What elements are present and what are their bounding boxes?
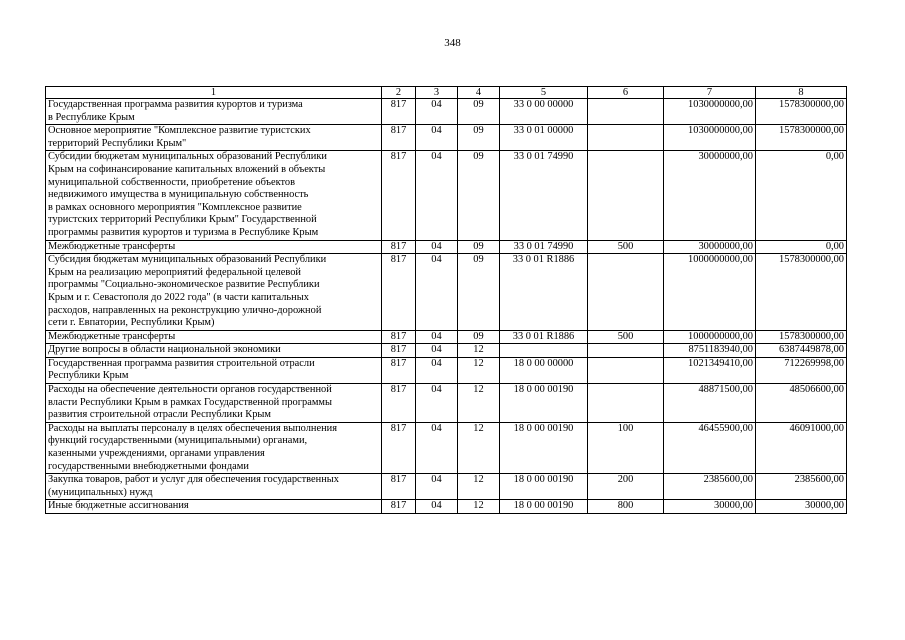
target-article-cell: 33 0 01 R1886 <box>500 254 588 331</box>
amount-year1-cell: 1030000000,00 <box>664 99 756 125</box>
amount-year2-cell: 1578300000,00 <box>756 99 847 125</box>
row-name-line: недвижимого имущества в муниципальную собственность <box>48 189 309 201</box>
admin-code-cell: 817 <box>382 474 416 500</box>
section-code-cell: 04 <box>416 254 458 331</box>
row-name-line: Расходы на выплаты персоналу в целях обеспечения выполнения <box>48 422 337 434</box>
expense-type-cell <box>588 254 664 331</box>
target-article-cell: 33 0 01 00000 <box>500 125 588 151</box>
row-name-line: в рамках основного мероприятия "Комплексное развитие <box>48 201 302 213</box>
amount-year1-cell: 1000000000,00 <box>664 254 756 331</box>
amount-year2-cell: 46091000,00 <box>756 422 847 473</box>
section-code-cell: 04 <box>416 357 458 383</box>
amount-year1-cell: 46455900,00 <box>664 422 756 473</box>
subsection-code-cell: 12 <box>458 384 500 423</box>
amount-year2-cell: 48506600,00 <box>756 384 847 423</box>
expense-type-cell <box>588 344 664 358</box>
expense-type-cell: 200 <box>588 474 664 500</box>
row-name-line: Субсидии бюджетам муниципальных образований Республики <box>48 151 327 163</box>
expense-type-cell: 500 <box>588 240 664 254</box>
column-header: 7 <box>664 87 756 99</box>
admin-code-cell: 817 <box>382 125 416 151</box>
admin-code-cell: 817 <box>382 500 416 514</box>
admin-code-cell: 817 <box>382 357 416 383</box>
column-header: 3 <box>416 87 458 99</box>
amount-year1-cell: 30000,00 <box>664 500 756 514</box>
row-name-line: сети г. Евпатории, Республики Крым) <box>48 317 215 329</box>
row-name-line: Крым и г. Севастополя до 2022 года" (в части капитальных <box>48 291 309 303</box>
row-name-cell <box>46 330 382 344</box>
admin-code-cell: 817 <box>382 330 416 344</box>
admin-code-cell: 817 <box>382 240 416 254</box>
amount-year1-cell: 1030000000,00 <box>664 125 756 151</box>
subsection-code-cell: 09 <box>458 99 500 125</box>
target-article-cell: 33 0 00 00000 <box>500 99 588 125</box>
amount-year2-cell: 1578300000,00 <box>756 330 847 344</box>
subsection-code-cell: 12 <box>458 357 500 383</box>
column-header: 8 <box>756 87 847 99</box>
admin-code-cell: 817 <box>382 384 416 423</box>
target-article-cell: 18 0 00 00000 <box>500 357 588 383</box>
row-name-line: (муниципальных) нужд <box>48 486 153 498</box>
subsection-code-cell: 12 <box>458 500 500 514</box>
row-name-cell <box>46 254 382 331</box>
subsection-code-cell: 09 <box>458 240 500 254</box>
section-code-cell: 04 <box>416 344 458 358</box>
target-article-cell: 33 0 01 74990 <box>500 151 588 240</box>
row-name-line: расходов, направленных на реконструкцию улично-дорожной <box>48 304 322 316</box>
expense-type-cell <box>588 99 664 125</box>
table-row <box>46 500 847 514</box>
expense-type-cell <box>588 384 664 423</box>
amount-year1-cell: 2385600,00 <box>664 474 756 500</box>
subsection-code-cell: 12 <box>458 422 500 473</box>
row-name-line: Государственная программа развития строительной отрасли <box>48 357 315 369</box>
row-name-line: Основное мероприятие "Комплексное развитие туристских <box>48 125 311 137</box>
table-row <box>46 99 847 125</box>
amount-year2-cell: 0,00 <box>756 240 847 254</box>
row-name-line: территорий Республики Крым" <box>48 137 187 149</box>
row-name-line: Республики Крым <box>48 370 129 382</box>
table-row <box>46 330 847 344</box>
target-article-cell: 33 0 01 74990 <box>500 240 588 254</box>
expense-type-cell <box>588 125 664 151</box>
section-code-cell: 04 <box>416 240 458 254</box>
subsection-code-cell: 09 <box>458 330 500 344</box>
section-code-cell: 04 <box>416 99 458 125</box>
table-row <box>46 151 847 240</box>
expense-type-cell <box>588 151 664 240</box>
row-name-line: туристских территорий Республики Крым" Государственной <box>48 214 317 226</box>
table-row <box>46 422 847 473</box>
row-name-line: Другие вопросы в области национальной экономики <box>48 344 281 356</box>
row-name-line: Расходы на обеспечение деятельности органов государственной <box>48 384 332 396</box>
expense-type-cell: 500 <box>588 330 664 344</box>
admin-code-cell: 817 <box>382 344 416 358</box>
row-name-line: функций государственными (муниципальными) органами, <box>48 435 308 447</box>
section-code-cell: 04 <box>416 330 458 344</box>
column-header: 5 <box>500 87 588 99</box>
target-article-cell: 18 0 00 00190 <box>500 422 588 473</box>
subsection-code-cell: 09 <box>458 254 500 331</box>
amount-year2-cell: 2385600,00 <box>756 474 847 500</box>
row-name-cell <box>46 99 382 125</box>
expense-type-cell: 800 <box>588 500 664 514</box>
row-name-line: Межбюджетные трансферты <box>48 240 176 252</box>
table-row <box>46 357 847 383</box>
table-body <box>46 99 847 514</box>
row-name-cell <box>46 384 382 423</box>
target-article-cell <box>500 344 588 358</box>
amount-year1-cell: 1000000000,00 <box>664 330 756 344</box>
target-article-cell: 18 0 00 00190 <box>500 384 588 423</box>
budget-table <box>45 86 847 514</box>
row-name-line: Государственная программа развития курортов и туризма <box>48 99 303 110</box>
row-name-line: казенными учреждениями, органами управления <box>48 448 265 460</box>
expense-type-cell <box>588 357 664 383</box>
row-name-cell <box>46 151 382 240</box>
column-header: 1 <box>46 87 382 99</box>
row-name-line: Иные бюджетные ассигнования <box>48 500 189 512</box>
column-header: 6 <box>588 87 664 99</box>
table-row <box>46 125 847 151</box>
table-row <box>46 344 847 358</box>
row-name-line: Крым на реализацию мероприятий федеральной целевой <box>48 266 301 278</box>
row-name-cell <box>46 125 382 151</box>
amount-year1-cell: 48871500,00 <box>664 384 756 423</box>
amount-year2-cell: 30000,00 <box>756 500 847 514</box>
row-name-line: муниципальной собственности, приобретение объектов <box>48 176 296 188</box>
amount-year2-cell: 0,00 <box>756 151 847 240</box>
subsection-code-cell: 12 <box>458 344 500 358</box>
amount-year1-cell: 1021349410,00 <box>664 357 756 383</box>
row-name-cell <box>46 240 382 254</box>
subsection-code-cell: 12 <box>458 474 500 500</box>
target-article-cell: 33 0 01 R1886 <box>500 330 588 344</box>
section-code-cell: 04 <box>416 474 458 500</box>
section-code-cell: 04 <box>416 422 458 473</box>
column-header: 4 <box>458 87 500 99</box>
amount-year2-cell: 1578300000,00 <box>756 254 847 331</box>
amount-year1-cell: 30000000,00 <box>664 151 756 240</box>
admin-code-cell: 817 <box>382 422 416 473</box>
header-row <box>46 87 847 99</box>
target-article-cell: 18 0 00 00190 <box>500 500 588 514</box>
row-name-line: государственными внебюджетными фондами <box>48 460 249 472</box>
row-name-line: Межбюджетные трансферты <box>48 330 176 342</box>
admin-code-cell: 817 <box>382 151 416 240</box>
admin-code-cell: 817 <box>382 254 416 331</box>
amount-year2-cell: 6387449878,00 <box>756 344 847 358</box>
row-name-line: Крым на софинансирование капитальных вложений в объекты <box>48 163 326 175</box>
column-header: 2 <box>382 87 416 99</box>
row-name-cell <box>46 357 382 383</box>
table-row <box>46 254 847 331</box>
section-code-cell: 04 <box>416 125 458 151</box>
row-name-line: власти Республики Крым в рамках Государственной программы <box>48 396 332 408</box>
row-name-cell <box>46 344 382 358</box>
subsection-code-cell: 09 <box>458 125 500 151</box>
amount-year1-cell: 8751183940,00 <box>664 344 756 358</box>
section-code-cell: 04 <box>416 384 458 423</box>
page-number: 348 <box>444 37 461 49</box>
row-name-cell <box>46 474 382 500</box>
section-code-cell: 04 <box>416 500 458 514</box>
row-name-cell <box>46 422 382 473</box>
row-name-line: в Республике Крым <box>48 111 135 123</box>
table-row <box>46 240 847 254</box>
amount-year1-cell: 30000000,00 <box>664 240 756 254</box>
amount-year2-cell: 1578300000,00 <box>756 125 847 151</box>
subsection-code-cell: 09 <box>458 151 500 240</box>
admin-code-cell: 817 <box>382 99 416 125</box>
table-row <box>46 474 847 500</box>
table-row <box>46 384 847 423</box>
row-name-line: программы развития курортов и туризма в Республике Крым <box>48 226 319 238</box>
row-name-line: Закупка товаров, работ и услуг для обеспечения государственных <box>48 474 339 486</box>
target-article-cell: 18 0 00 00190 <box>500 474 588 500</box>
section-code-cell: 04 <box>416 151 458 240</box>
row-name-cell <box>46 500 382 514</box>
expense-type-cell: 100 <box>588 422 664 473</box>
row-name-line: программы "Социально-экономическое развитие Республики <box>48 279 320 291</box>
row-name-line: Субсидия бюджетам муниципальных образований Республики <box>48 254 327 266</box>
row-name-line: развития строительной отрасли Республики Крым <box>48 409 271 421</box>
amount-year2-cell: 712269998,00 <box>756 357 847 383</box>
